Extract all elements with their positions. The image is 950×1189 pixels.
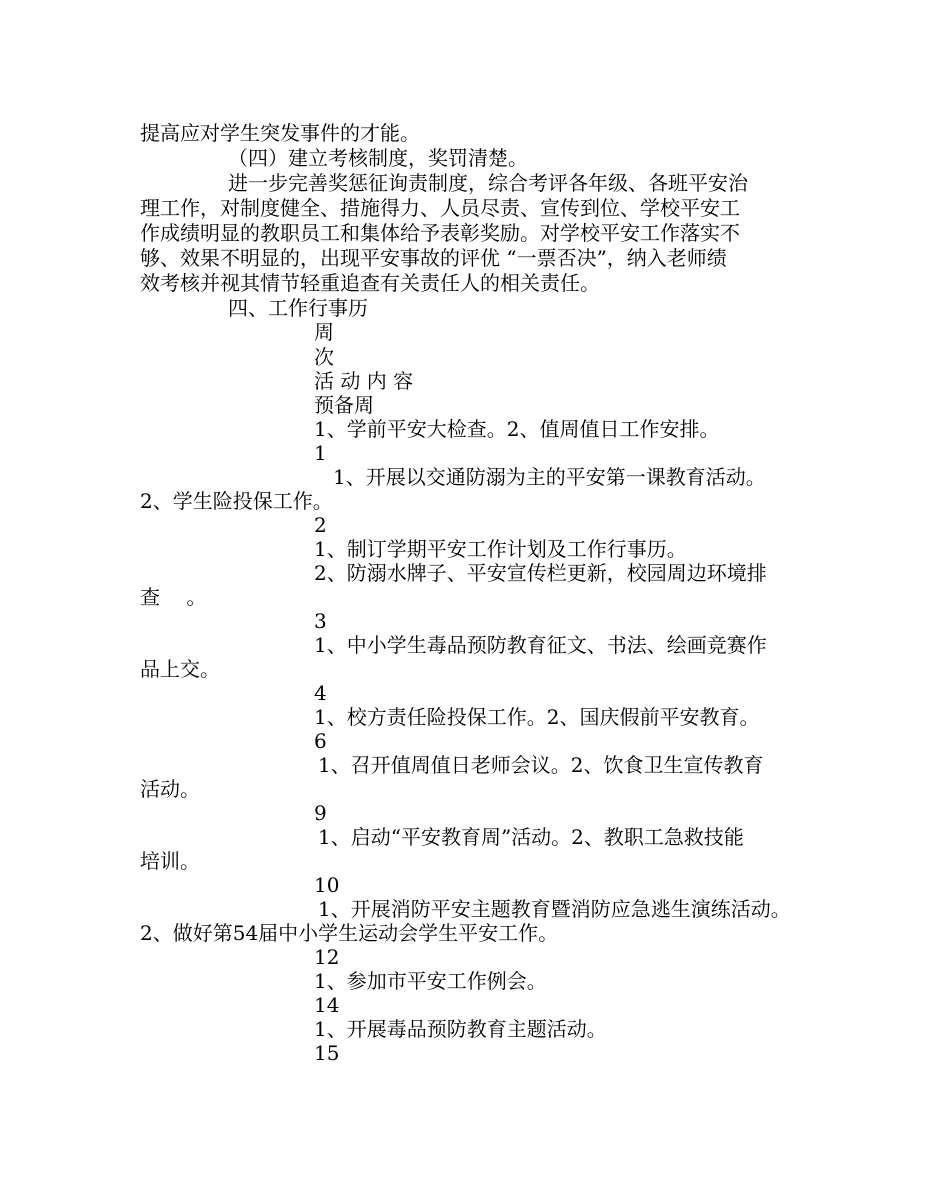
week-label: 4 — [314, 681, 327, 705]
text-line: 进一步完善奖惩征询责制度，综合考评各年级、各班平安治 — [228, 171, 748, 195]
week-label: 预备周 — [314, 393, 374, 417]
week-label: 6 — [314, 729, 327, 753]
activity-text: 1、启动“平安教育周”活动。2、教职工急救技能 — [318, 825, 744, 849]
week-label: 14 — [314, 993, 340, 1017]
week-label: 1 — [314, 441, 327, 465]
activity-text: 活动。 — [140, 777, 200, 801]
activity-text: 2、防溺水牌子、平安宣传栏更新，校园周边环境排 — [314, 561, 767, 585]
activity-text: 1、召开值周值日老师会议。2、饮食卫生宣传教育 — [318, 753, 764, 777]
week-label: 15 — [314, 1041, 340, 1065]
activity-text: 1、学前平安大检查。2、值周值日工作安排。 — [314, 417, 720, 441]
activity-text: 1、参加市平安工作例会。 — [314, 969, 547, 993]
activity-text: 查 。 — [140, 585, 207, 609]
week-label: 2 — [314, 513, 327, 537]
week-label: 12 — [314, 945, 340, 969]
text-line: 够、效果不明显的，出现平安事故的评优 “一票否决”，纳入老师绩 — [140, 246, 727, 270]
activity-text: 品上交。 — [140, 657, 220, 681]
table-header-week: 周 — [314, 320, 334, 344]
text-line: 提高应对学生突发事件的才能。 — [140, 121, 420, 145]
week-label: 10 — [314, 873, 340, 897]
text-line: 作成绩明显的教职员工和集体给予表彰奖励。对学校平安工作落实不 — [140, 221, 740, 245]
text-line: 效考核并视其情节轻重追查有关责任人的相关责任。 — [140, 271, 600, 295]
activity-text: 1、中小学生毒品预防教育征文、书法、绘画竞赛作 — [314, 633, 767, 657]
activity-text: 1、开展以交通防溺为主的平安第一课教育活动。 — [333, 465, 766, 489]
section-heading: 四、工作行事历 — [228, 296, 368, 320]
activity-text: 培训。 — [140, 849, 200, 873]
activity-text: 1、制订学期平安工作计划及工作行事历。 — [314, 537, 687, 561]
week-label: 9 — [314, 801, 327, 825]
activity-text: 2、做好第54届中小学生运动会学生平安工作。 — [140, 921, 559, 945]
activity-text: 1、开展毒品预防教育主题活动。 — [314, 1017, 607, 1041]
activity-text: 2、学生险投保工作。 — [140, 489, 333, 513]
table-header-activity: 活 动 内 容 — [314, 369, 414, 393]
activity-text: 1、校方责任险投保工作。2、国庆假前平安教育。 — [314, 705, 760, 729]
table-header-week: 次 — [314, 345, 334, 369]
activity-text: 1、开展消防平安主题教育暨消防应急逃生演练活动。 — [318, 897, 791, 921]
section-heading: （四）建立考核制度，奖罚清楚。 — [228, 146, 528, 170]
week-label: 3 — [314, 609, 327, 633]
text-line: 理工作，对制度健全、措施得力、人员尽责、宣传到位、学校平安工 — [140, 196, 740, 220]
